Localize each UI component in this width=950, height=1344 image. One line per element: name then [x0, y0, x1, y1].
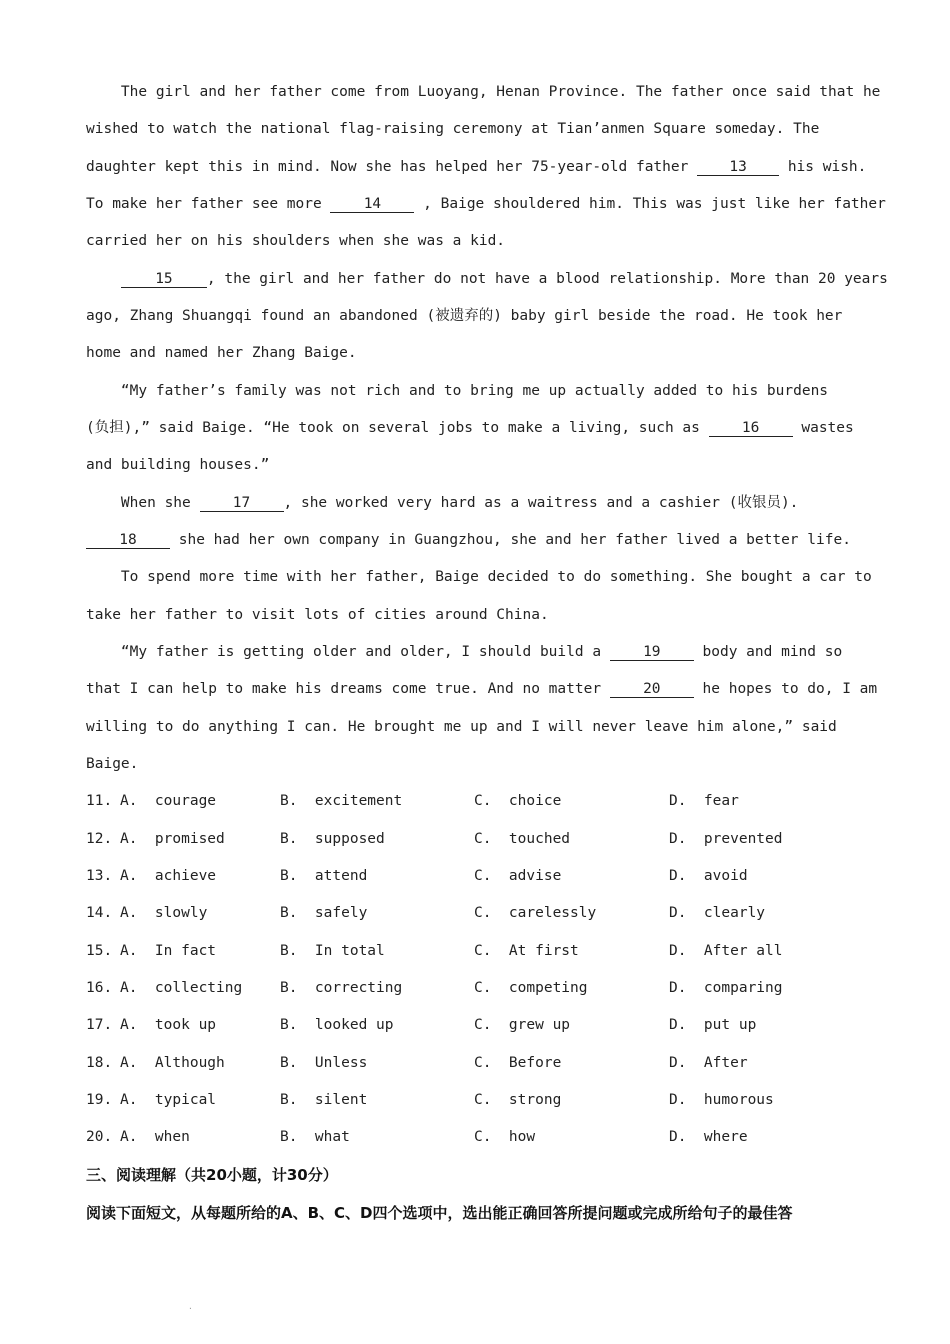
- option-a: A. Although: [120, 1055, 225, 1071]
- question-number: 19.: [86, 1092, 113, 1108]
- option-row-12: [86, 830, 886, 848]
- option-b: B. looked up: [280, 1017, 394, 1033]
- blank-18: 18: [86, 532, 170, 549]
- question-number: 14.: [86, 905, 113, 921]
- option-a: A. courage: [120, 793, 217, 809]
- question-number: 17.: [86, 1017, 113, 1033]
- option-a: A. slowly: [120, 905, 208, 921]
- blank-13: 13: [697, 159, 779, 176]
- passage-line: To make her father see more 14 , Baige shouldered him. This was just like her father: [86, 196, 886, 212]
- passage-line: carried her on his shoulders when she was a kid.: [86, 233, 506, 249]
- option-d: D. avoid: [669, 868, 748, 884]
- option-b: B. excitement: [280, 793, 403, 809]
- option-row-17: [86, 1016, 886, 1034]
- option-d: D. clearly: [669, 905, 766, 921]
- blank-20: 20: [610, 681, 694, 698]
- passage-line: home and named her Zhang Baige.: [86, 345, 357, 361]
- option-row-13: [86, 867, 886, 885]
- question-number: 12.: [86, 831, 113, 847]
- option-d: D. put up: [669, 1017, 757, 1033]
- option-b: B. supposed: [280, 831, 385, 847]
- option-c: C. Before: [474, 1055, 562, 1071]
- passage-line: willing to do anything I can. He brought me up and I will never leave him alone,” said: [86, 719, 837, 735]
- option-row-20: [86, 1128, 886, 1146]
- option-c: C. competing: [474, 980, 588, 996]
- passage-line: When she 17 , she worked very hard as a waitress and a cashier (收银员).: [86, 495, 799, 511]
- option-c: C. grew up: [474, 1017, 571, 1033]
- question-number: 13.: [86, 868, 113, 884]
- passage-line: “My father’s family was not rich and to bring me up actually added to his burdens: [86, 383, 829, 399]
- question-number: 16.: [86, 980, 113, 996]
- passage-line: The girl and her father come from Luoyang, Henan Province. The father once said that he: [86, 84, 881, 100]
- option-c: C. advise: [474, 868, 562, 884]
- option-row-11: [86, 792, 886, 810]
- blank-16: 16: [709, 420, 793, 437]
- passage-line: 18 she had her own company in Guangzhou, she and her father lived a better life.: [86, 531, 851, 549]
- option-b: B. Unless: [280, 1055, 368, 1071]
- option-row-14: [86, 904, 886, 922]
- option-c: C. strong: [474, 1092, 562, 1108]
- page-mark: ·: [188, 1304, 193, 1313]
- blank-17: 17: [200, 495, 284, 512]
- option-b: B. correcting: [280, 980, 403, 996]
- option-d: D. comparing: [669, 980, 783, 996]
- question-number: 20.: [86, 1129, 113, 1145]
- blank-15: 15: [121, 271, 207, 288]
- passage-line: that I can help to make his dreams come true. And no matter 20 he hopes to do, I am: [86, 681, 878, 697]
- option-a: A. promised: [120, 831, 225, 847]
- option-a: A. collecting: [120, 980, 243, 996]
- option-b: B. silent: [280, 1092, 368, 1108]
- blank-14: 14: [330, 196, 414, 213]
- option-c: C. how: [474, 1129, 536, 1145]
- section-instruction: 阅读下面短文，从每题所给的A、B、C、D四个选项中，选出能正确回答所提问题或完成所给句子的最佳答: [86, 1204, 793, 1222]
- passage-line: and building houses.”: [86, 457, 270, 473]
- option-b: B. safely: [280, 905, 368, 921]
- option-b: B. attend: [280, 868, 368, 884]
- option-a: A. when: [120, 1129, 190, 1145]
- question-number: 18.: [86, 1055, 113, 1071]
- option-d: D. humorous: [669, 1092, 774, 1108]
- option-c: C. carelessly: [474, 905, 597, 921]
- passage-line: wished to watch the national flag-raising ceremony at Tian’anmen Square someday. The: [86, 121, 820, 137]
- question-number: 11.: [86, 793, 113, 809]
- option-row-16: [86, 979, 886, 997]
- option-d: D. After: [669, 1055, 748, 1071]
- option-c: C. At first: [474, 943, 579, 959]
- section-title: 三、阅读理解（共20小题，计30分）: [86, 1166, 338, 1184]
- option-d: D. fear: [669, 793, 739, 809]
- question-number: 15.: [86, 943, 113, 959]
- passage-line: Baige.: [86, 756, 139, 772]
- option-d: D. prevented: [669, 831, 783, 847]
- option-d: D. After all: [669, 943, 783, 959]
- passage-line: daughter kept this in mind. Now she has helped her 75-year-old father 13 his wish.: [86, 159, 867, 175]
- option-c: C. touched: [474, 831, 571, 847]
- option-c: C. choice: [474, 793, 562, 809]
- passage-line: ago, Zhang Shuangqi found an abandoned (被遗弃的) baby girl beside the road. He took her: [86, 308, 843, 324]
- option-a: A. achieve: [120, 868, 217, 884]
- passage-line: 15 , the girl and her father do not have a blood relationship. More than 20 years: [86, 270, 888, 288]
- option-a: A. took up: [120, 1017, 217, 1033]
- option-row-15: [86, 942, 886, 960]
- blank-19: 19: [610, 644, 694, 661]
- option-b: B. what: [280, 1129, 350, 1145]
- option-row-19: [86, 1091, 886, 1109]
- passage-line: (负担),” said Baige. “He took on several jobs to make a living, such as 16 wastes: [86, 420, 854, 436]
- passage-line: “My father is getting older and older, I should build a 19 body and mind so: [86, 644, 843, 660]
- option-row-18: [86, 1054, 886, 1072]
- option-a: A. In fact: [120, 943, 217, 959]
- passage-line: To spend more time with her father, Baige decided to do something. She bought a car to: [86, 569, 872, 585]
- option-b: B. In total: [280, 943, 385, 959]
- option-d: D. where: [669, 1129, 748, 1145]
- option-a: A. typical: [120, 1092, 217, 1108]
- passage-line: take her father to visit lots of cities around China.: [86, 607, 549, 623]
